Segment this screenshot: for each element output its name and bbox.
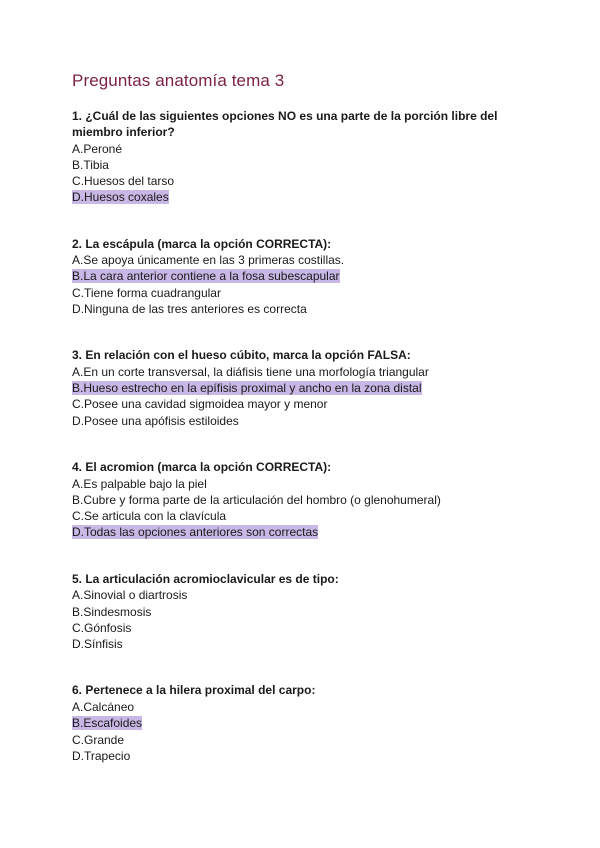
question-block	[72, 236, 532, 318]
answer-option	[72, 141, 532, 157]
answer-text: C.Se articula con la clavícula	[72, 509, 227, 524]
spacer	[72, 652, 532, 682]
answer-option	[72, 699, 532, 715]
answer-option	[72, 748, 532, 764]
highlighted-answer: D.Todas las opciones anteriores son correctas	[72, 525, 319, 540]
question-block	[72, 571, 532, 653]
answer-option	[72, 715, 532, 731]
answer-text: D.Sínfisis	[72, 637, 123, 652]
highlighted-answer: D.Huesos coxales	[72, 190, 169, 205]
answer-option	[72, 636, 532, 652]
answer-text: B.Tibia	[72, 157, 109, 172]
answer-option	[72, 268, 532, 284]
answer-text: B.Sindesmosis	[72, 604, 152, 619]
answer-option	[72, 364, 532, 380]
answer-text: D.Ninguna de las tres anteriores es correcta	[72, 302, 307, 317]
question-prompt: 5. La articulación acromioclavicular es de tipo:	[72, 571, 339, 586]
answer-option	[72, 476, 532, 492]
answer-text: B.Cubre y forma parte de la articulación del hombro (o glenohumeral)	[72, 492, 441, 507]
spacer	[72, 429, 532, 459]
answer-text: C.Posee una cavidad sigmoidea mayor y menor	[72, 397, 328, 412]
answer-text: A.Es palpable bajo la piel	[72, 476, 207, 491]
answer-option	[72, 587, 532, 603]
answer-text: A.Calcáneo	[72, 699, 135, 714]
highlighted-answer: B.Escafoides	[72, 716, 143, 731]
answer-text: A.Peroné	[72, 141, 123, 156]
answer-option	[72, 508, 532, 524]
answer-text: D.Trapecio	[72, 748, 131, 763]
answer-option	[72, 620, 532, 636]
answer-option	[72, 157, 532, 173]
highlighted-answer: B.La cara anterior contiene a la fosa subescapular	[72, 269, 340, 284]
answer-option	[72, 413, 532, 429]
answer-text: C.Tiene forma cuadrangular	[72, 285, 221, 300]
answer-text: C.Huesos del tarso	[72, 174, 175, 189]
answer-option	[72, 252, 532, 268]
answer-option	[72, 732, 532, 748]
question-block	[72, 347, 532, 429]
answer-text: D.Posee una apófisis estiloides	[72, 413, 239, 428]
answer-option	[72, 492, 532, 508]
answer-text: A.Sinovial o diartrosis	[72, 588, 188, 603]
document-page	[72, 70, 532, 764]
question-prompt: 6. Pertenece a la hilera proximal del carpo:	[72, 683, 316, 698]
answer-text: C.Grande	[72, 732, 125, 747]
question-block	[72, 108, 532, 206]
spacer	[72, 541, 532, 571]
question-prompt: 1. ¿Cuál de las siguientes opciones NO es una parte de la porción libre del miembro inferior?	[72, 109, 498, 139]
question-block	[72, 682, 532, 764]
question-prompt: 3. En relación con el hueso cúbito, marca la opción FALSA:	[72, 348, 411, 363]
answer-option	[72, 396, 532, 412]
answer-option	[72, 285, 532, 301]
question-block	[72, 459, 532, 541]
answer-option	[72, 604, 532, 620]
spacer	[72, 317, 532, 347]
question-list	[72, 108, 532, 764]
question-prompt: 2. La escápula (marca la opción CORRECTA):	[72, 236, 332, 251]
spacer	[72, 206, 532, 236]
answer-option	[72, 301, 532, 317]
page-title: Preguntas anatomía tema 3	[72, 71, 285, 90]
answer-option	[72, 380, 532, 396]
answer-text: A.Se apoya únicamente en las 3 primeras costillas.	[72, 253, 345, 268]
question-prompt: 4. El acromion (marca la opción CORRECTA):	[72, 460, 332, 475]
answer-option	[72, 524, 532, 540]
answer-text: A.En un corte transversal, la diáfisis tiene una morfología triangular	[72, 364, 429, 379]
answer-text: C.Gónfosis	[72, 620, 132, 635]
answer-option	[72, 189, 532, 205]
answer-option	[72, 173, 532, 189]
highlighted-answer: B.Hueso estrecho en la epífisis proximal y ancho en la zona distal	[72, 381, 422, 396]
